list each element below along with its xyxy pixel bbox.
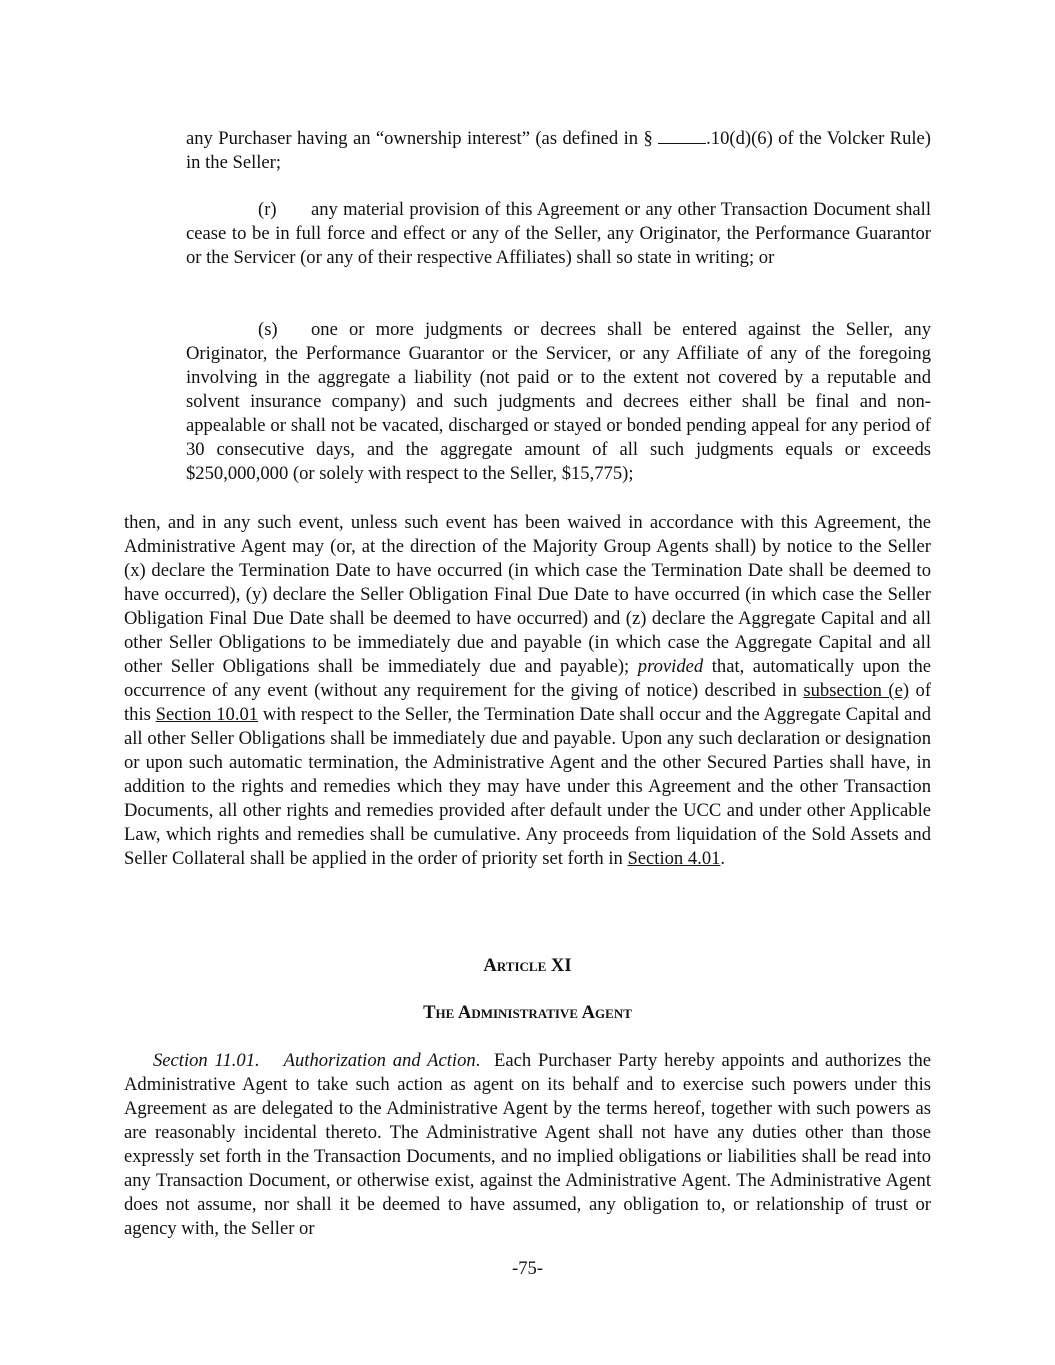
clause-q-continuation — [186, 126, 931, 175]
article-title: The Administrative Agent — [423, 1002, 632, 1023]
remedies-text: then, and in any such event, unless such event has been waived in accordance with this Agreement, the Administrative Agent may (or, at the direction of the Majority Group Agents shall) by notice to the Seller (x) declare the Termination Date to have occurred (in which case the Termination Date shall be deemed to have occurred), (y) declare the Seller Obligation Final Due Date to have occurred (in which case the Seller Obligation Final Due Date shall be deemed to have occurred) and (z) declare the Aggregate Capital and all other Seller Obligations to be immediately due and payable (in which case the Aggregate Capital and all other Seller Obligations shall be immediately due and payable); provided that, automatically upon the occurrence of any event (without any requirement for the giving of notice) described in subsection (e) of this Section 10.01 with respect to the Seller, the Termination Date shall occur and the Aggregate Capital and all other Seller Obligations shall be immediately due and payable. Upon any such declaration or designation or upon such automatic termination, the Administrative Agent and the other Secured Parties shall have, in addition to the rights and remedies which they may have under this Agreement and the other Transaction Documents, all other rights and remedies provided after default under the UCC and under other Applicable Law, which rights and remedies shall be cumulative. Any proceeds from liquidation of the Sold Assets and Seller Collateral shall be applied in the order of priority set forth in Section 4.01. — [124, 512, 932, 869]
section-10-01-reference: Section 10.01 — [155, 704, 259, 725]
blank-underline — [658, 126, 706, 144]
subsection-e-reference: subsection (e) — [803, 680, 910, 701]
clause-r — [186, 198, 931, 270]
page-number: -75- — [512, 1258, 543, 1279]
clause-s-text: (s) one or more judgments or decrees shall be entered against the Seller, any Originator, the Performance Guarantor or the Servicer, or any Affiliate of any of the foregoing involving in the aggregate a liability (not paid or to the extent not covered by a reputable and solvent insurance company) and such judgments and decrees either shall be final and non-appealable or shall not be vacated, discharged or stayed or bonded pending appeal for any period of 30 consecutive days, and the aggregate amount of all such judgments equals or exceeds $250,000,000 (or solely with respect to the Seller, $15,775); — [186, 319, 931, 484]
section-11-01-heading: Authorization and Action — [283, 1050, 476, 1071]
provided-term: provided — [637, 656, 704, 677]
remedies-paragraph — [124, 511, 931, 871]
clause-s-label: (s) — [258, 319, 278, 340]
section-11-01 — [124, 1049, 931, 1241]
section-11-01-text: Section 11.01. Authorization and Action. Each Purchaser Party hereby appoints and authorizes the Administrative Agent to take such action as agent on its behalf and to exercise such powers under this Agreement as are delegated to the Administrative Agent by the terms hereof, together with such powers as are reasonably incidental thereto. The Administrative Agent shall not have any duties other than those expressly set forth in the Transaction Documents, and no implied obligations or liabilities shall be read into any Transaction Document, or otherwise exist, against the Administrative Agent. The Administrative Agent does not assume, nor shall it be deemed to have assumed, any obligation to, or relationship of trust or agency with, the Seller or — [124, 1050, 931, 1239]
section-11-01-number: Section 11.01. — [153, 1050, 260, 1071]
article-number: Article XI — [483, 955, 572, 976]
clause-s — [186, 318, 931, 486]
clause-r-label: (r) — [258, 199, 277, 220]
section-4-01-reference: Section 4.01 — [627, 848, 721, 869]
clause-r-text: (r) any material provision of this Agreement or any other Transaction Document shall cease to be in full force and effect or any of the Seller, any Originator, the Performance Guarantor or the Servicer (or any of their respective Affiliates) shall so state in writing; or — [186, 199, 931, 268]
clause-q-text: any Purchaser having an “ownership interest” (as defined in § .10(d)(6) of the Volcker Rule) in the Seller; — [186, 128, 931, 173]
